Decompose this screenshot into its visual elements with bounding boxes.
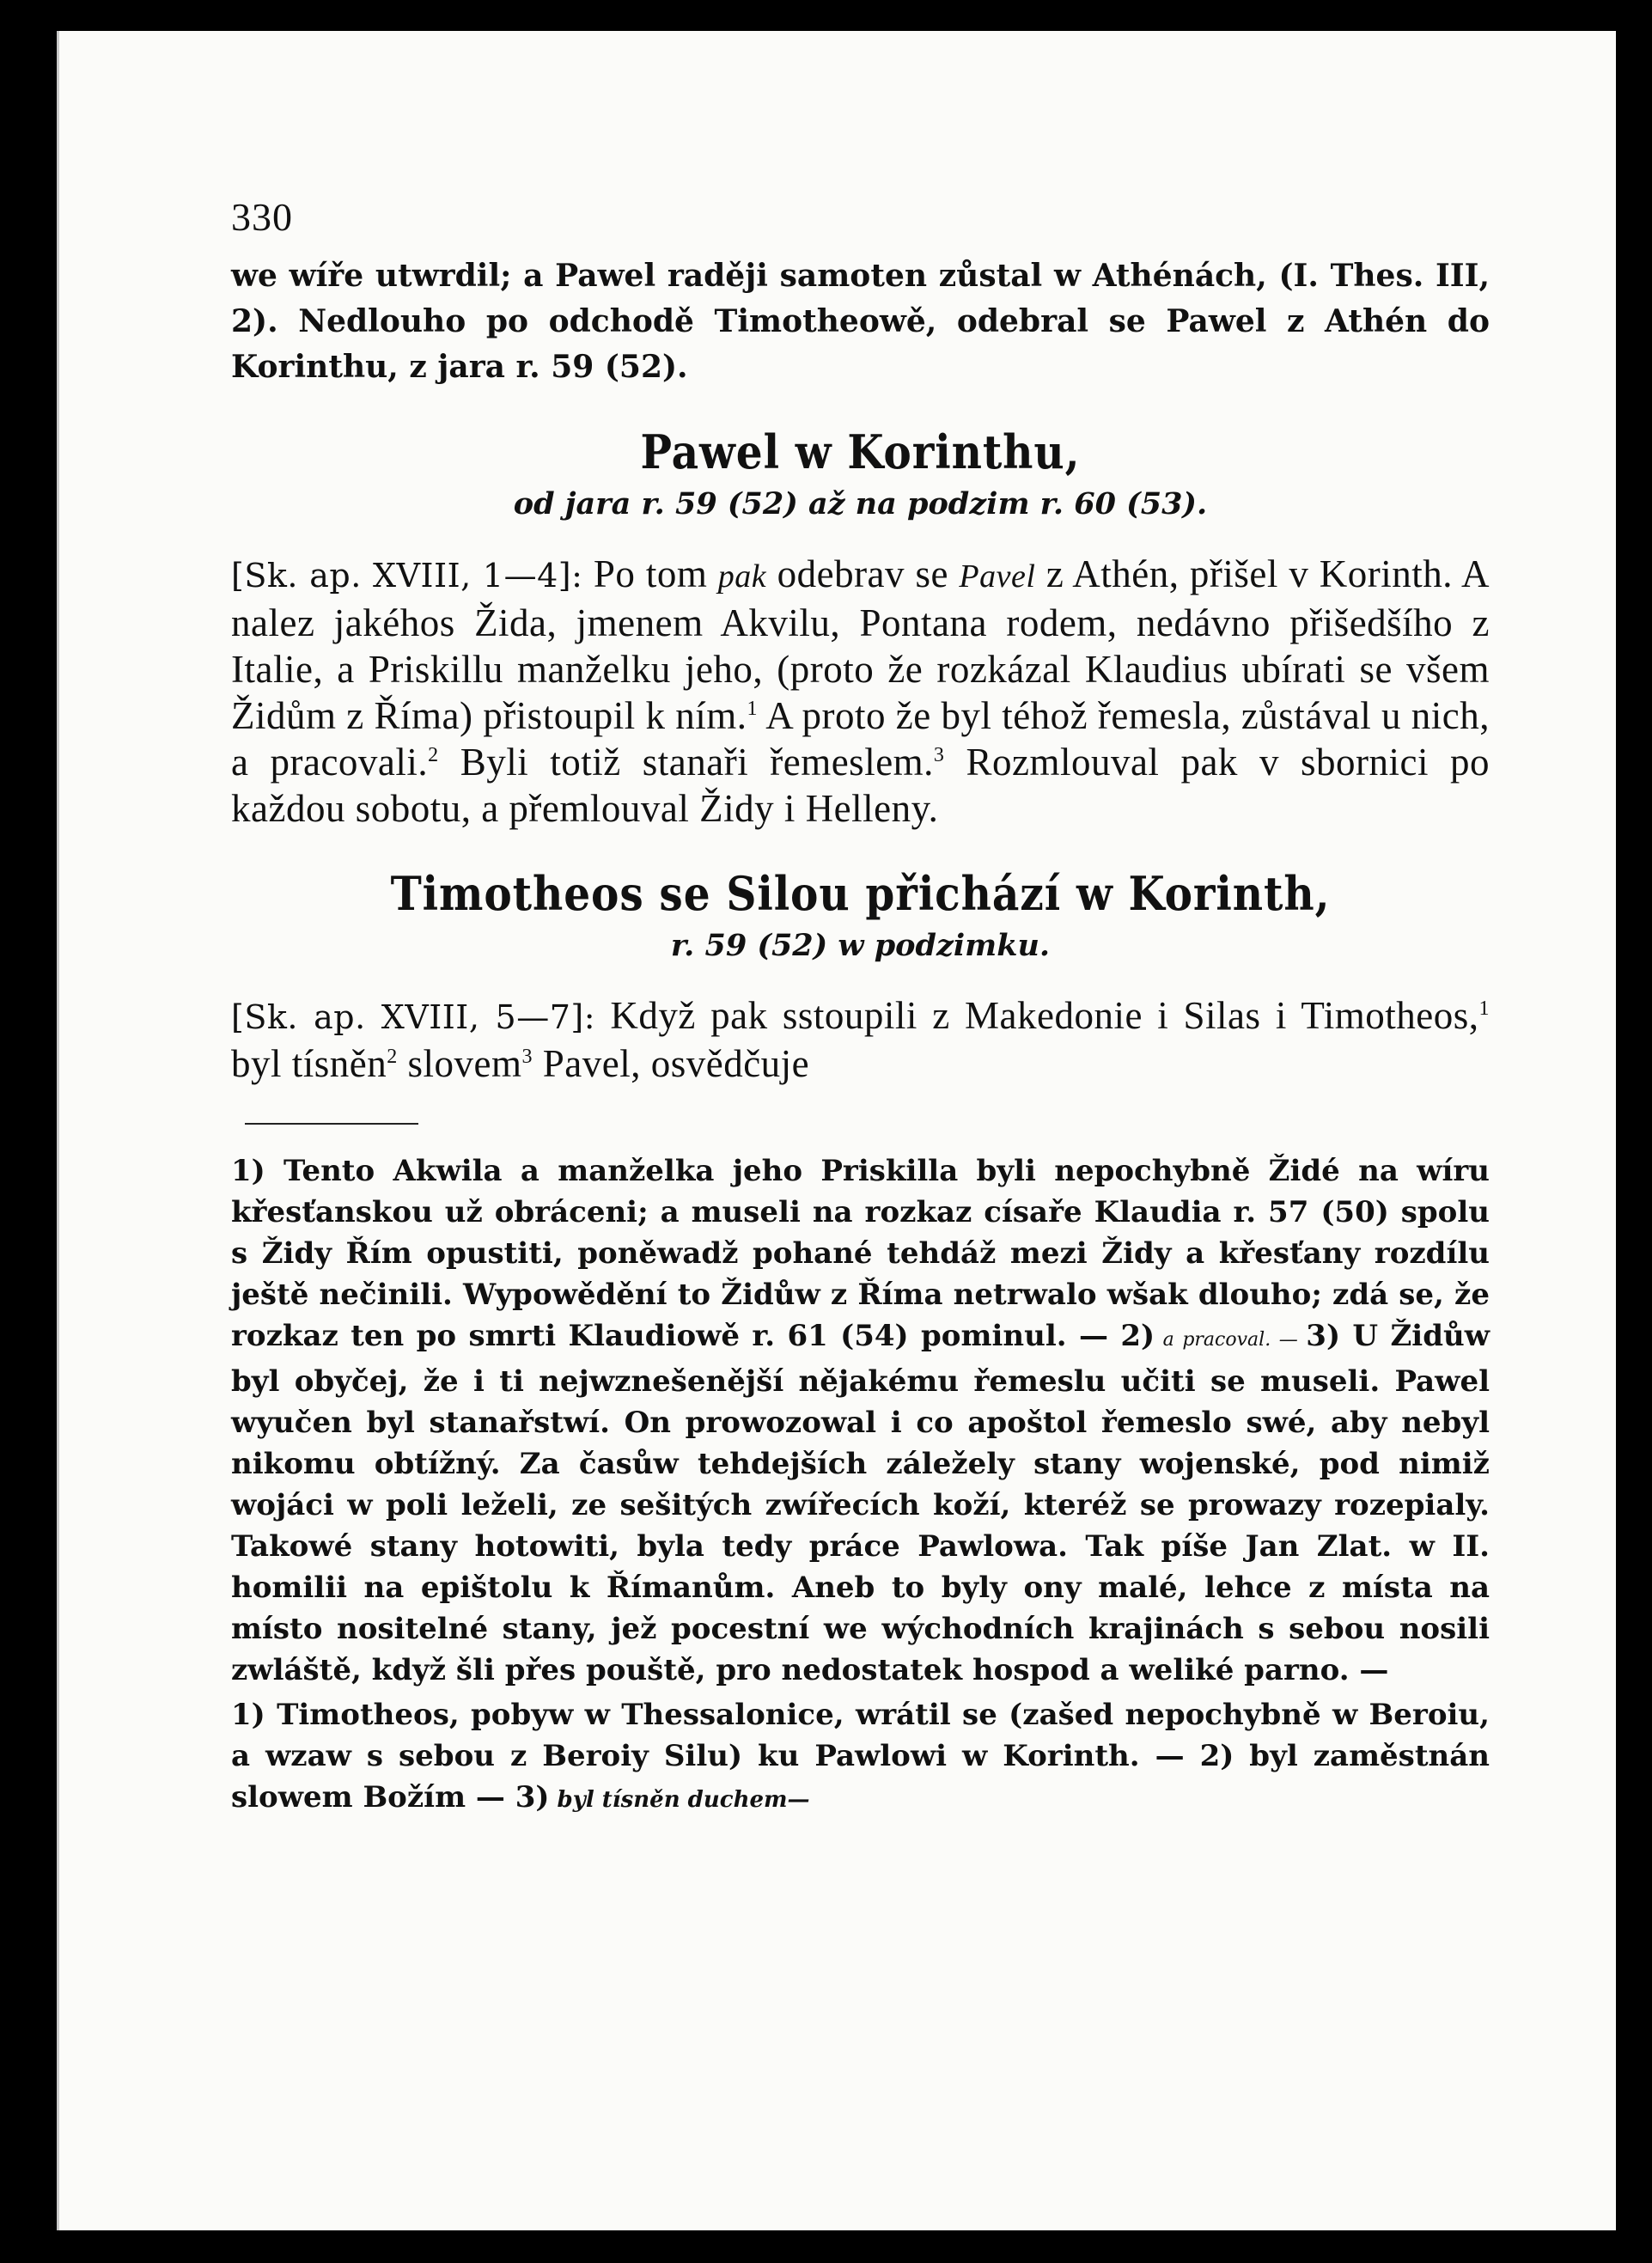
scripture-text: Rozmlouval pak v sbornici po každou sobotu, a přemlouval Židy i Helleny.	[231, 741, 1490, 830]
footnote-block-2	[231, 1694, 1490, 1821]
footnote-marker: 3	[933, 744, 945, 766]
scripture-text: A proto že byl téhož řemesla, zůstával u nich, a pracovali.	[231, 694, 1490, 784]
footnote-marker: 2	[387, 1046, 398, 1068]
scripture-italic: Pavel	[959, 558, 1036, 595]
footnote-block-1	[231, 1150, 1490, 1691]
scripture-text: Byli totiž stanaři řemeslem.	[438, 741, 934, 784]
page-number: 330	[231, 195, 293, 239]
scripture-text: Po tom	[582, 552, 718, 595]
footnote-text: 1) Tento Akwila a manželka jeho Priskilla byli nepochybně Židé na wíru křesťanskou už obráceni; a museli na rozkaz císaře Klaudia r. 57 (50) spolu s Židy Řím opustiti, poněwadž pohané tehdáž mezi Židy a křesťany rozdílu ještě nečinili. Wypowědění to Židůw z Říma netrwalo wšak dlouho; zdá se, že rozkaz ten po smrti Klaudiowě r. 61 (54) pominul. — 2)	[231, 1154, 1490, 1353]
footnote-marker: 3	[521, 1046, 533, 1068]
section-heading-pawel-korinth: Pawel w Korinthu,	[640, 424, 1081, 479]
page-sheet	[57, 31, 1616, 2230]
scripture-paragraph-1	[231, 551, 1490, 832]
scripture-text: Když pak sstoupili z Makedonie i Silas i Timotheos,	[595, 994, 1479, 1037]
scripture-text: odebrav se	[766, 552, 960, 595]
footnote-marker: 1	[1478, 997, 1490, 1020]
footnote-divider	[245, 1123, 418, 1125]
footnote-italic: byl tísněn duchem—	[549, 1787, 810, 1813]
intro-paragraph: we wíře utwrdil; a Pawel raději samoten zůstal w Athénách, (I. Thes. III, 2). Nedlouho po odchodě Timotheowě, odebral se Pawel z Athén do Korinthu, z jara r. 59 (52).	[231, 258, 1490, 385]
section-heading-timotheos: Timotheos se Silou přichází w Korinth,	[390, 866, 1331, 921]
scripture-italic: pak	[717, 558, 767, 595]
scripture-reference: [Sk. ap. XVIII, 1—4]:	[231, 557, 583, 595]
scripture-text: byl tísněn	[231, 1042, 387, 1085]
scripture-text: Pavel, osvědčuje	[533, 1042, 810, 1085]
scripture-text: slovem	[397, 1042, 522, 1085]
scripture-paragraph-2	[231, 992, 1490, 1087]
scripture-reference: [Sk. ap. XVIII, 5—7]:	[231, 998, 596, 1036]
footnote-text: 3) U Židůw byl obyčej, že i ti nejwznešenější nějakému řemeslu učiti se museli. Pawel wyučen byl stanařstwí. On prowozowal i co apoštol řemeslo swé, aby nebyl nikomu obtížný. Za časůw tehdejších záležely stany wojenské, pod nimiž wojáci w poli leželi, ze sešitých zwířecích koží, kteréž se prowazy rozepialy. Takowé stany hotowiti, byla tedy práce Pawlowa. Tak píše Jan Zlat. w II. homilii na epištolu k Římanům. Aneb to byly ony malé, lehce z místa na místo nositelné stany, jež pocestní we wýchodních krajinách s sebou nosili zwláště, když šli přes pouště, pro nedostatek hospod a weliké parno. —	[231, 1319, 1490, 1687]
section-subheading-pawel-korinth: od jara r. 59 (52) až na podzim r. 60 (53).	[513, 486, 1208, 522]
footnote-italic: a pracoval. —	[1155, 1329, 1307, 1351]
section-subheading-timotheos: r. 59 (52) w podzimku.	[670, 928, 1051, 963]
scripture-text: z Athén, přišel v Korinth. A nalez jakéhos Žida, jmenem Akvilu, Pontana rodem, nedávno přišedšího z Italie, a Priskillu manželku jeho, (proto že rozkázal Klaudius ubírati se všem Židům z Říma) přistoupil k ním.	[231, 552, 1490, 737]
footnote-text: 1) Timotheos, pobyw w Thessalonice, wrátil se (zašed nepochybně w Beroiu, a wzaw s sebou z Beroiy Silu) ku Pawlowi w Korinth. — 2) byl zaměstnán slowem Božím — 3)	[231, 1698, 1490, 1815]
footnote-marker: 2	[428, 744, 439, 766]
page-content	[231, 194, 1490, 1824]
footnote-marker: 1	[747, 698, 758, 720]
